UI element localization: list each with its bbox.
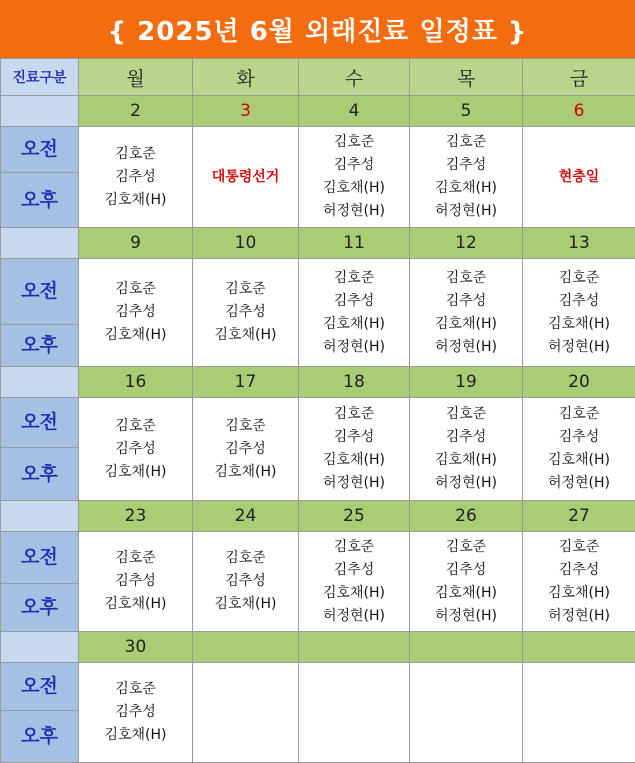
doctor-name: 김추성 bbox=[523, 290, 635, 313]
am-row bbox=[1, 398, 635, 448]
doctor-name: 김호준 bbox=[523, 403, 635, 426]
doctor-cell bbox=[410, 663, 523, 763]
doctor-name: 김호채(H) bbox=[193, 461, 298, 484]
doctor-cell bbox=[410, 398, 523, 501]
date-row-side bbox=[1, 96, 79, 127]
doctor-name: 김호채(H) bbox=[523, 449, 635, 472]
doctor-name: 김호준 bbox=[410, 267, 522, 290]
doctor-name: 김추성 bbox=[79, 301, 192, 324]
doctor-name: 김호채(H) bbox=[193, 593, 298, 616]
doctor-cell bbox=[299, 532, 410, 632]
doctor-cell bbox=[299, 127, 410, 228]
doctor-name: 김호채(H) bbox=[299, 449, 409, 472]
doctor-name: 김호채(H) bbox=[410, 449, 522, 472]
doctor-name: 김호채(H) bbox=[79, 593, 192, 616]
doctor-name: 김추성 bbox=[299, 426, 409, 449]
doctor-cell bbox=[79, 398, 193, 501]
doctor-cell bbox=[523, 398, 635, 501]
doctor-name: 김추성 bbox=[523, 426, 635, 449]
am-label: 오전 bbox=[1, 259, 79, 325]
date-cell: 10 bbox=[193, 228, 299, 259]
date-cell: 4 bbox=[299, 96, 410, 127]
doctor-name: 김호준 bbox=[299, 131, 409, 154]
doctor-cell bbox=[410, 259, 523, 367]
weekday-tue: 화 bbox=[193, 59, 299, 96]
date-cell: 18 bbox=[299, 367, 410, 398]
am-label: 오전 bbox=[1, 398, 79, 448]
pm-label: 오후 bbox=[1, 325, 79, 367]
doctor-name: 김추성 bbox=[299, 154, 409, 177]
doctor-name: 허정현(H) bbox=[410, 336, 522, 359]
pm-label: 오후 bbox=[1, 711, 79, 763]
date-cell: 3 bbox=[193, 96, 299, 127]
doctor-name: 허정현(H) bbox=[299, 472, 409, 495]
category-header: 진료구분 bbox=[1, 59, 79, 96]
doctor-name: 김호준 bbox=[299, 403, 409, 426]
doctor-name: 허정현(H) bbox=[523, 472, 635, 495]
weekday-header-row bbox=[1, 59, 635, 96]
am-row bbox=[1, 127, 635, 173]
date-row bbox=[1, 367, 635, 398]
pm-label: 오후 bbox=[1, 448, 79, 501]
doctor-name: 김호준 bbox=[79, 278, 192, 301]
pm-label: 오후 bbox=[1, 584, 79, 632]
holiday-cell: 현충일 bbox=[523, 127, 635, 228]
pm-label: 오후 bbox=[1, 173, 79, 228]
doctor-cell bbox=[79, 663, 193, 763]
doctor-name: 허정현(H) bbox=[410, 472, 522, 495]
doctor-name: 김추성 bbox=[410, 154, 522, 177]
am-label: 오전 bbox=[1, 663, 79, 711]
doctor-name: 김호채(H) bbox=[193, 324, 298, 347]
doctor-cell bbox=[193, 663, 299, 763]
date-cell: 23 bbox=[79, 501, 193, 532]
date-cell: 25 bbox=[299, 501, 410, 532]
date-cell bbox=[523, 632, 635, 663]
doctor-name: 허정현(H) bbox=[299, 605, 409, 628]
doctor-name: 김호채(H) bbox=[523, 582, 635, 605]
schedule-table bbox=[0, 58, 635, 763]
doctor-cell bbox=[79, 127, 193, 228]
date-row bbox=[1, 228, 635, 259]
doctor-name: 김호준 bbox=[410, 536, 522, 559]
doctor-name: 김호채(H) bbox=[410, 313, 522, 336]
doctor-name: 허정현(H) bbox=[410, 200, 522, 223]
am-row bbox=[1, 663, 635, 711]
doctor-name: 김추성 bbox=[410, 290, 522, 313]
doctor-name: 김추성 bbox=[79, 438, 192, 461]
date-cell: 2 bbox=[79, 96, 193, 127]
doctor-name: 김추성 bbox=[193, 301, 298, 324]
doctor-name: 김추성 bbox=[299, 290, 409, 313]
doctor-name: 김호채(H) bbox=[79, 724, 192, 747]
doctor-name: 김호채(H) bbox=[299, 313, 409, 336]
am-label: 오전 bbox=[1, 532, 79, 584]
date-cell bbox=[410, 632, 523, 663]
date-cell: 19 bbox=[410, 367, 523, 398]
doctor-name: 김호준 bbox=[79, 678, 192, 701]
weekday-thu: 목 bbox=[410, 59, 523, 96]
holiday-cell: 대통령선거 bbox=[193, 127, 299, 228]
date-cell bbox=[299, 632, 410, 663]
doctor-cell bbox=[299, 259, 410, 367]
doctor-name: 허정현(H) bbox=[523, 605, 635, 628]
doctor-name: 김호준 bbox=[410, 131, 522, 154]
doctor-name: 김호채(H) bbox=[410, 582, 522, 605]
date-cell: 20 bbox=[523, 367, 635, 398]
date-row bbox=[1, 632, 635, 663]
doctor-name: 김호준 bbox=[193, 415, 298, 438]
am-row bbox=[1, 259, 635, 325]
doctor-name: 허정현(H) bbox=[410, 605, 522, 628]
doctor-name: 김호준 bbox=[79, 143, 192, 166]
date-cell: 12 bbox=[410, 228, 523, 259]
doctor-name: 김추성 bbox=[79, 701, 192, 724]
date-row-side bbox=[1, 367, 79, 398]
doctor-name: 김호준 bbox=[523, 267, 635, 290]
date-cell: 24 bbox=[193, 501, 299, 532]
date-row-side bbox=[1, 501, 79, 532]
date-cell bbox=[193, 632, 299, 663]
doctor-name: 김호채(H) bbox=[79, 324, 192, 347]
doctor-cell bbox=[299, 663, 410, 763]
doctor-cell bbox=[193, 398, 299, 501]
page-title: { 2025년 6월 외래진료 일정표 } bbox=[0, 0, 635, 58]
doctor-name: 김추성 bbox=[523, 559, 635, 582]
doctor-name: 김추성 bbox=[410, 559, 522, 582]
doctor-cell bbox=[523, 532, 635, 632]
weekday-mon: 월 bbox=[79, 59, 193, 96]
doctor-name: 김추성 bbox=[299, 559, 409, 582]
date-cell: 16 bbox=[79, 367, 193, 398]
doctor-name: 김호채(H) bbox=[410, 177, 522, 200]
date-cell: 26 bbox=[410, 501, 523, 532]
doctor-name: 김호준 bbox=[79, 547, 192, 570]
doctor-cell bbox=[410, 532, 523, 632]
doctor-name: 허정현(H) bbox=[523, 336, 635, 359]
doctor-name: 김호준 bbox=[410, 403, 522, 426]
doctor-cell bbox=[523, 663, 635, 763]
doctor-cell bbox=[299, 398, 410, 501]
weekday-wed: 수 bbox=[299, 59, 410, 96]
doctor-cell bbox=[79, 259, 193, 367]
doctor-cell bbox=[410, 127, 523, 228]
date-cell: 6 bbox=[523, 96, 635, 127]
date-cell: 5 bbox=[410, 96, 523, 127]
am-row bbox=[1, 532, 635, 584]
doctor-name: 김호준 bbox=[299, 536, 409, 559]
doctor-name: 허정현(H) bbox=[299, 336, 409, 359]
doctor-name: 김호준 bbox=[193, 278, 298, 301]
date-cell: 9 bbox=[79, 228, 193, 259]
doctor-name: 김호채(H) bbox=[299, 177, 409, 200]
doctor-name: 김추성 bbox=[193, 438, 298, 461]
doctor-cell bbox=[523, 259, 635, 367]
doctor-name: 김호준 bbox=[523, 536, 635, 559]
doctor-name: 김추성 bbox=[79, 570, 192, 593]
doctor-name: 김호채(H) bbox=[79, 189, 192, 212]
date-cell: 13 bbox=[523, 228, 635, 259]
doctor-name: 김호준 bbox=[193, 547, 298, 570]
date-cell: 27 bbox=[523, 501, 635, 532]
date-cell: 17 bbox=[193, 367, 299, 398]
doctor-cell bbox=[193, 532, 299, 632]
date-cell: 30 bbox=[79, 632, 193, 663]
doctor-name: 김호준 bbox=[79, 415, 192, 438]
doctor-name: 김호채(H) bbox=[79, 461, 192, 484]
doctor-name: 김호준 bbox=[299, 267, 409, 290]
date-row bbox=[1, 96, 635, 127]
doctor-name: 김추성 bbox=[410, 426, 522, 449]
doctor-name: 허정현(H) bbox=[299, 200, 409, 223]
doctor-name: 김호채(H) bbox=[299, 582, 409, 605]
weekday-fri: 금 bbox=[523, 59, 635, 96]
am-label: 오전 bbox=[1, 127, 79, 173]
doctor-name: 김추성 bbox=[79, 166, 192, 189]
doctor-cell bbox=[79, 532, 193, 632]
date-row-side bbox=[1, 632, 79, 663]
doctor-name: 김추성 bbox=[193, 570, 298, 593]
doctor-cell bbox=[193, 259, 299, 367]
date-row-side bbox=[1, 228, 79, 259]
date-row bbox=[1, 501, 635, 532]
date-cell: 11 bbox=[299, 228, 410, 259]
doctor-name: 김호채(H) bbox=[523, 313, 635, 336]
